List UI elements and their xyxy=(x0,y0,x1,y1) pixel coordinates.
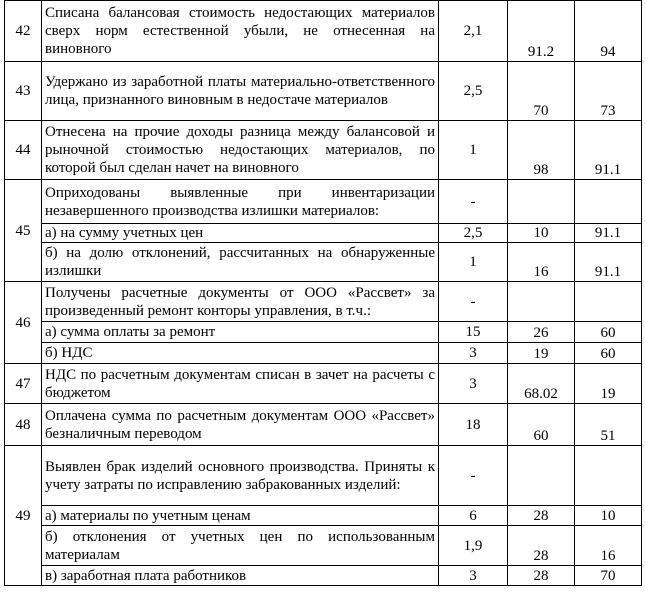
entry-description: Оплачена сумма по расчетным документам ООО «Рассвет» безналичным переводом xyxy=(42,404,439,446)
table-row xyxy=(5,364,642,404)
entry-number: 45 xyxy=(5,180,42,282)
debit-account: 10 xyxy=(508,224,575,243)
credit-account: 91.1 xyxy=(575,121,642,180)
journal-table xyxy=(4,0,642,586)
table-row xyxy=(5,224,642,243)
entry-amount: 3 xyxy=(439,566,508,586)
entry-amount: 3 xyxy=(439,364,508,404)
entry-amount: 2,5 xyxy=(439,62,508,121)
entry-number: 46 xyxy=(5,282,42,364)
credit-account: 91.1 xyxy=(575,224,642,243)
entry-description: а) сумма оплаты за ремонт xyxy=(42,322,439,343)
table-row xyxy=(5,1,642,62)
credit-account xyxy=(575,180,642,224)
credit-account xyxy=(575,446,642,506)
entry-amount: 1 xyxy=(439,121,508,180)
table-row xyxy=(5,62,642,121)
debit-account xyxy=(508,446,575,506)
debit-account: 68.02 xyxy=(508,364,575,404)
debit-account: 16 xyxy=(508,243,575,282)
debit-account: 60 xyxy=(508,404,575,446)
entry-amount: 2,1 xyxy=(439,1,508,62)
entry-amount: 1 xyxy=(439,243,508,282)
entry-amount: 15 xyxy=(439,322,508,343)
table-row xyxy=(5,506,642,526)
table-row xyxy=(5,526,642,566)
entry-number: 49 xyxy=(5,446,42,586)
table-row xyxy=(5,343,642,364)
entry-description: б) НДС xyxy=(42,343,439,364)
credit-account: 91.1 xyxy=(575,243,642,282)
credit-account: 60 xyxy=(575,322,642,343)
table-row xyxy=(5,121,642,180)
table-row xyxy=(5,180,642,224)
entry-description: а) на сумму учетных цен xyxy=(42,224,439,243)
entry-amount: 3 xyxy=(439,343,508,364)
table-row xyxy=(5,322,642,343)
credit-account: 60 xyxy=(575,343,642,364)
debit-account: 19 xyxy=(508,343,575,364)
credit-account: 73 xyxy=(575,62,642,121)
entry-number: 48 xyxy=(5,404,42,446)
debit-account: 28 xyxy=(508,526,575,566)
table-row xyxy=(5,282,642,322)
entry-description: б) на долю отклонений, рассчитанных на обнаруженные излишки xyxy=(42,243,439,282)
debit-account: 26 xyxy=(508,322,575,343)
debit-account: 91.2 xyxy=(508,1,575,62)
entry-number: 43 xyxy=(5,62,42,121)
table-row xyxy=(5,243,642,282)
credit-account: 16 xyxy=(575,526,642,566)
credit-account: 19 xyxy=(575,364,642,404)
entry-description: Удержано из заработной платы материально-ответственного лица, признанного виновным в недостаче материалов xyxy=(42,62,439,121)
debit-account xyxy=(508,282,575,322)
entry-amount: 18 xyxy=(439,404,508,446)
debit-account xyxy=(508,180,575,224)
entry-number: 44 xyxy=(5,121,42,180)
credit-account: 94 xyxy=(575,1,642,62)
entry-number: 42 xyxy=(5,1,42,62)
entry-amount: 6 xyxy=(439,506,508,526)
entry-amount: - xyxy=(439,446,508,506)
entry-amount: - xyxy=(439,180,508,224)
credit-account: 51 xyxy=(575,404,642,446)
entry-amount: 2,5 xyxy=(439,224,508,243)
entry-description: Отнесена на прочие доходы разница между балансовой и рыночной стоимостью недостающих материалов, по которой был сделан начет на виновного xyxy=(42,121,439,180)
entry-number: 47 xyxy=(5,364,42,404)
credit-account xyxy=(575,282,642,322)
table-row xyxy=(5,446,642,506)
table-row xyxy=(5,566,642,586)
entry-description: а) материалы по учетным ценам xyxy=(42,506,439,526)
debit-account: 98 xyxy=(508,121,575,180)
credit-account: 70 xyxy=(575,566,642,586)
entry-amount: - xyxy=(439,282,508,322)
entry-description: Выявлен брак изделий основного производства. Приняты к учету затраты по исправлению забракованных изделий: xyxy=(42,446,439,506)
entry-amount: 1,9 xyxy=(439,526,508,566)
debit-account: 28 xyxy=(508,566,575,586)
entry-description: в) заработная плата работников xyxy=(42,566,439,586)
entry-description: б) отклонения от учетных цен по использованным материалам xyxy=(42,526,439,566)
entry-description: Списана балансовая стоимость недостающих материалов сверх норм естественной убыли, не отнесенная на виновного xyxy=(42,1,439,62)
debit-account: 70 xyxy=(508,62,575,121)
entry-description: НДС по расчетным документам списан в зачет на расчеты с бюджетом xyxy=(42,364,439,404)
credit-account: 10 xyxy=(575,506,642,526)
entry-description: Оприходованы выявленные при инвентаризации незавершенного производства излишки материалов: xyxy=(42,180,439,224)
debit-account: 28 xyxy=(508,506,575,526)
table-row xyxy=(5,404,642,446)
entry-description: Получены расчетные документы от ООО «Рассвет» за произведенный ремонт конторы управления, в т.ч.: xyxy=(42,282,439,322)
